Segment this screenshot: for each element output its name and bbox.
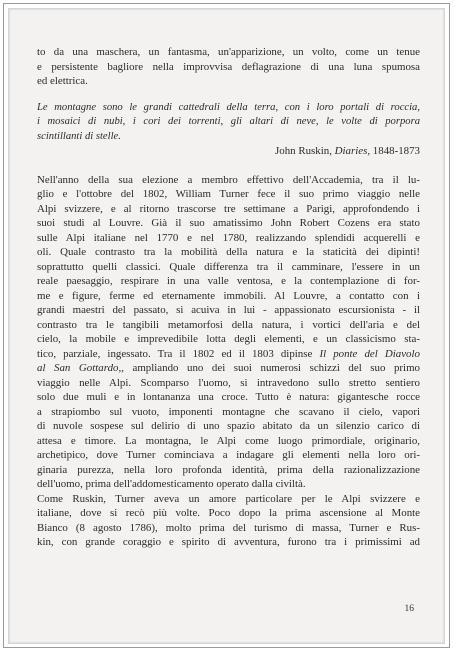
text-line: archetipico, dove Turner cominciava a indagare gli elementi nella loro ori- — [37, 449, 420, 461]
text-line: Come Ruskin, Turner aveva un amore particolare per le Alpi svizzere e — [37, 492, 420, 505]
text-line: grandi maestri del passato, si acuiva in lui - appassionato escursionista - il — [37, 304, 420, 316]
attribution-work: Diaries, — [334, 145, 371, 157]
top-paragraph — [37, 45, 420, 89]
text-segment: , ampliando uno dei suoi numerosi schizzi del suo primo — [121, 362, 420, 374]
text-line: Alpi svizzere, e al ritorno trascorse tre settimane a Parigi, approfondendo i — [37, 202, 420, 215]
quote-attribution — [37, 144, 420, 159]
quote-line: scintillanti di stelle. — [37, 130, 121, 142]
text-segment: tico, parziale, ingessato. Tra il 1802 ed il 1803 dipinse — [37, 347, 313, 360]
text-line — [37, 361, 420, 376]
text-line — [37, 347, 420, 362]
epigraph-quote — [37, 101, 420, 145]
text-line: a strapiombo sul vuoto, imponenti montagne che scavano il cielo, vapori — [37, 405, 420, 418]
quote-line: Le montagne sono le grandi cattedrali della terra, con i loro portali di roccia, — [37, 101, 420, 113]
artwork-title-cont: al San Gottardo, — [37, 362, 122, 374]
text-line: italiane, dove si recò più volte. Poco dopo la prima ascensione al Monte — [37, 507, 420, 519]
text-line: solo due muli e in lontananza una croce. Tutto è natura: gigantesche rocce — [37, 391, 420, 403]
quote-line: i mosaici di nubi, i cori dei torrenti, gli altari di neve, le volte di porpora — [37, 116, 420, 127]
artwork-title: Il ponte del Diavolo — [319, 347, 420, 360]
text-line: di nuvole sospese sul delirio di uno spazio abitato da un silenzio carico di — [37, 420, 420, 432]
attribution-author: John Ruskin, — [275, 145, 332, 157]
text-line: cielo, la mobile e imprevedibile lotta degli elementi, e un classicismo sta- — [37, 333, 420, 345]
text-line: to da una maschera, un fantasma, un'apparizione, un volto, come un tenue — [37, 46, 420, 58]
text-line: suoi studi al Louvre. Già il suo amatissimo John Robert Cozens era stato — [37, 217, 420, 229]
text-line: sulle Alpi italiane nel 1770 e nel 1780, realizzando splendidi acquerelli e — [37, 231, 420, 244]
text-line: Nell'anno della sua elezione a membro effettivo dell'Accademia, tra il lu- — [37, 173, 420, 186]
text-line: oli. Quale contrasto tra la mobilità della natura e la staticità dei dipinti! — [37, 246, 420, 258]
page-number: 16 — [404, 604, 414, 614]
text-line: ginaria purezza, nella loro profonda identità, prima della razionalizzazione — [37, 463, 420, 476]
attribution-years: 1848-1873 — [372, 145, 420, 157]
text-line: me e figure, ferme ed eternamente immobili. Al Louvre, a contatto con i — [37, 289, 420, 302]
text-line: kin, con grande coraggio e spirito di avventura, furono tra i primissimi ad — [37, 536, 420, 548]
text-line: glio e l'ottobre del 1802, William Turner fece il suo primo viaggio nelle — [37, 188, 420, 200]
text-line: Bianco (8 agosto 1786), molto prima del turismo di massa, Turner e Rus- — [37, 521, 420, 534]
text-line: attesa e timore. La montagna, le Alpi come luogo primordiale, originario, — [37, 434, 420, 447]
text-line: dell'uomo, prima dell'addomesticamento operato dalla civiltà. — [37, 478, 306, 490]
text-line: reale paesaggio, respirare in una valle ventosa, e la contemplazione di for- — [37, 275, 420, 287]
page-content — [37, 45, 420, 550]
text-line: viaggio nelle Alpi. Scomparso l'uomo, si intravedono sullo stretto sentiero — [37, 376, 420, 389]
book-page — [8, 8, 445, 644]
text-line: contrasto tra le tangibili metamorfosi della natura, i vortici dell'aria e del — [37, 318, 420, 331]
main-paragraph — [37, 173, 420, 550]
text-line: e persistente bagliore nella improvvisa deflagrazione di una luna spumosa — [37, 60, 420, 73]
text-line: soprattutto quelli classici. Quale differenza tra il camminare, l'essere in un — [37, 260, 420, 273]
text-line: ed elettrica. — [37, 75, 88, 87]
